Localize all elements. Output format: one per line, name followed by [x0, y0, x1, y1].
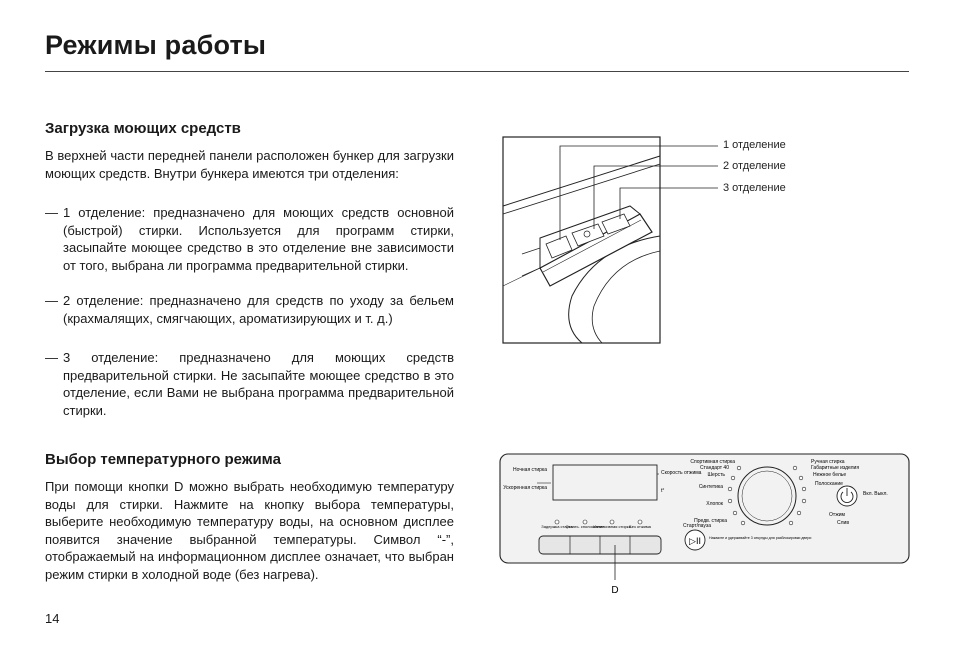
pointer-label-d: D	[611, 585, 619, 596]
label-sport-wash: Спортивная стирка	[690, 459, 735, 465]
label-synthetics: Синтетика	[698, 484, 723, 490]
label-rinse: Полоскание	[815, 481, 843, 487]
page-title: Режимы работы	[45, 30, 267, 60]
callout-leaders	[662, 140, 720, 200]
label-temperature: t°	[661, 488, 665, 494]
label-wool: Шерсть	[707, 472, 725, 478]
list-item-text: 1 отделение: предназначено для моющих средств основной (быстрой) стирки. Используется для программ стирки, засыпайте моющее средство в это отделение вне зависимости от того, выбрана ли программа предварительной стирки.	[63, 205, 454, 273]
callout-compartment-1: 1 отделение	[723, 139, 786, 151]
list-item-text: 3 отделение: предназначено для моющих средств предварительной стирки. Не засыпайте моющее средство в это отделение, если Вами не выбрана программа предварительной стирки.	[63, 350, 454, 418]
list-dash: —	[45, 350, 58, 365]
control-panel-illustration	[499, 452, 911, 597]
list-item	[45, 204, 454, 274]
label-prewash: Предв. стирка	[694, 518, 727, 524]
label-intensive-wash: Интенсивная стирка	[593, 524, 631, 529]
label-spin-speed: Скорость отжима	[661, 470, 702, 476]
label-drain: Слив	[837, 520, 849, 526]
page-number: 14	[45, 611, 60, 626]
temperature-paragraph: При помощи кнопки D можно выбрать необходимую температуру воды для стирки. Нажмите на кнопку выбора температуры, выберите необходимую температуру воды, на основном дисплее появится значение выбранной температуры. Символ “-”, отображаемый на информационном дисплее означает, что выбран режим стирки в холодной воде (без нагрева).	[45, 479, 454, 582]
detergent-drawer-illustration	[502, 136, 662, 344]
list-item	[45, 292, 454, 327]
label-extra-rinse: Остать. сполоскание	[565, 524, 605, 529]
title-divider	[45, 71, 909, 72]
section-intro-paragraph: В верхней части передней панели расположен бункер для загрузки моющих средств. Внутри бункера имеются три отделения:	[45, 148, 454, 181]
label-delay-start: Задержка старта	[541, 524, 573, 529]
label-quick-wash: Ускоренная стирка	[503, 485, 547, 491]
label-cotton: Хлопок	[706, 501, 723, 507]
callout-compartment-2: 2 отделение	[723, 160, 786, 172]
label-hand-wash: Ручная стирка	[811, 459, 845, 465]
list-dash: —	[45, 293, 58, 308]
label-start-pause: Старт/пауза	[683, 523, 711, 529]
label-night-wash: Ночная стирка	[513, 467, 547, 473]
list-item	[45, 349, 454, 419]
label-spin: Отжим	[829, 512, 845, 518]
list-item-text: 2 отделение: предназначено для средств по уходу за бельем (крахмалящих, смягчающих, ароматизирующих и т. д.)	[63, 293, 454, 326]
list-dash: —	[45, 205, 58, 220]
label-no-spin: Без отжима	[629, 524, 651, 529]
label-delicates: Нежное белье	[813, 472, 847, 478]
start-pause-icon: ▷II	[689, 536, 701, 546]
label-power: Вкл. Выкл.	[863, 491, 888, 497]
section-heading-temperature: Выбор температурного режима	[45, 451, 281, 468]
label-bulky-items: Габаритные изделия	[811, 465, 860, 471]
label-door-unlock-hint: Нажмите и удерживайте 3 секунды для разблокировки двери	[709, 536, 812, 540]
callout-compartment-3: 3 отделение	[723, 182, 786, 194]
section-heading-detergent: Загрузка моющих средств	[45, 120, 241, 137]
label-standard-40: Стандарт 40	[700, 465, 729, 471]
